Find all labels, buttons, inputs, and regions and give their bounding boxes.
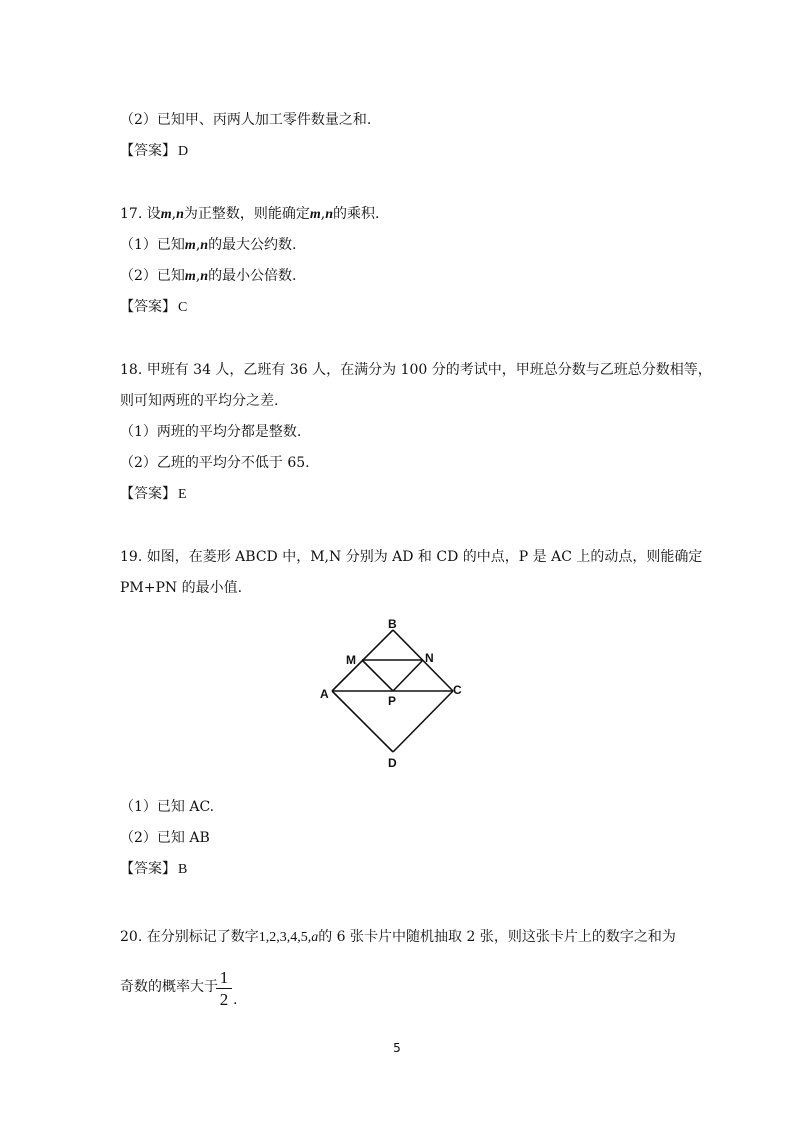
answer-letter: E: [178, 487, 187, 502]
q20-stem-prefix: 20. 在分别标记了数字: [120, 929, 259, 945]
q17-stem: [120, 204, 379, 225]
label-p: P: [388, 694, 397, 708]
q16-answer: [120, 141, 188, 162]
q19-condition-1: （1）已知 AC.: [120, 799, 215, 815]
q20-stem-line-1: [120, 927, 676, 948]
cond-end: 的最大公约数.: [208, 237, 297, 253]
label-n: N: [425, 651, 434, 665]
q20-line2-end: .: [233, 992, 238, 1008]
q17-stem-mid: 为正整数，则能确定: [183, 206, 310, 222]
answer-letter: B: [178, 862, 188, 877]
comma: ,: [195, 237, 201, 253]
q19-stem-line-1: 19. 如图，在菱形 ABCD 中，M,N 分别为 AD 和 CD 的中点，P 是 AC 上的动点，则能确定: [120, 549, 703, 565]
answer-letter: C: [178, 300, 188, 315]
q17-answer: [120, 297, 187, 318]
q20-line2-prefix: 奇数的概率大于: [120, 979, 218, 995]
answer-label: 【答案】: [120, 861, 176, 877]
var-m: m: [160, 207, 172, 222]
var-n: n: [176, 207, 184, 222]
q17-condition-2: [120, 266, 297, 287]
q17-condition-1: [120, 235, 297, 256]
var-m: m: [184, 238, 196, 253]
answer-label: 【答案】: [120, 486, 176, 502]
label-b: B: [388, 617, 397, 631]
q18-condition-1: （1）两班的平均分都是整数.: [120, 424, 302, 440]
q19-stem-line-2: PM+PN 的最小值.: [120, 580, 243, 596]
segment-mp: [362, 660, 393, 691]
comma: ,: [195, 268, 201, 284]
var-a: a: [311, 930, 319, 945]
q19-condition-2: （2）已知 AB: [120, 830, 210, 846]
q18-stem-line-2: 则可知两班的平均分之差.: [120, 393, 279, 409]
var-n: n: [200, 238, 209, 253]
segment-np: [393, 660, 423, 691]
fraction-numerator: 1: [219, 968, 229, 987]
answer-label: 【答案】: [120, 143, 176, 159]
q20-numbers: 1,2,3,4,5,: [258, 930, 312, 945]
label-c: C: [453, 683, 462, 697]
var-m: m: [184, 269, 196, 284]
comma: ,: [320, 206, 326, 222]
comma: ,: [171, 206, 177, 222]
q18-answer: [120, 484, 187, 505]
cond-prefix: （2）已知: [120, 268, 185, 284]
q18-stem-line-1: 18. 甲班有 34 人，乙班有 36 人，在满分为 100 分的考试中，甲班总分数与乙班总分数相等，: [120, 362, 712, 378]
q19-answer: [120, 859, 187, 880]
cond-end: 的最小公倍数.: [208, 268, 297, 284]
label-d: D: [388, 756, 397, 770]
answer-letter: D: [178, 144, 189, 159]
fraction-one-half: [216, 968, 232, 1009]
edge-cd: [393, 691, 453, 752]
fraction-denominator: 2: [219, 990, 229, 1009]
q17-stem-end: 的乘积.: [333, 206, 380, 222]
var-n: n: [325, 207, 333, 222]
var-m: m: [309, 207, 321, 222]
q17-stem-prefix: 17. 设: [120, 206, 161, 222]
label-m: M: [346, 653, 356, 667]
page-number: 5: [393, 1041, 401, 1055]
q20-stem-line-2: [120, 977, 218, 997]
edge-da: [332, 691, 393, 752]
q16-condition-2: （2）已知甲、丙两人加工零件数量之和.: [120, 112, 372, 128]
answer-label: 【答案】: [120, 299, 176, 315]
q18-condition-2: （2）乙班的平均分不低于 65.: [120, 455, 310, 471]
var-n: n: [200, 269, 209, 284]
cond-prefix: （1）已知: [120, 237, 185, 253]
rhombus-figure: [310, 612, 480, 784]
q20-stem-rest: 的 6 张卡片中随机抽取 2 张，则这张卡片上的数字之和为: [318, 929, 676, 945]
label-a: A: [320, 687, 329, 701]
